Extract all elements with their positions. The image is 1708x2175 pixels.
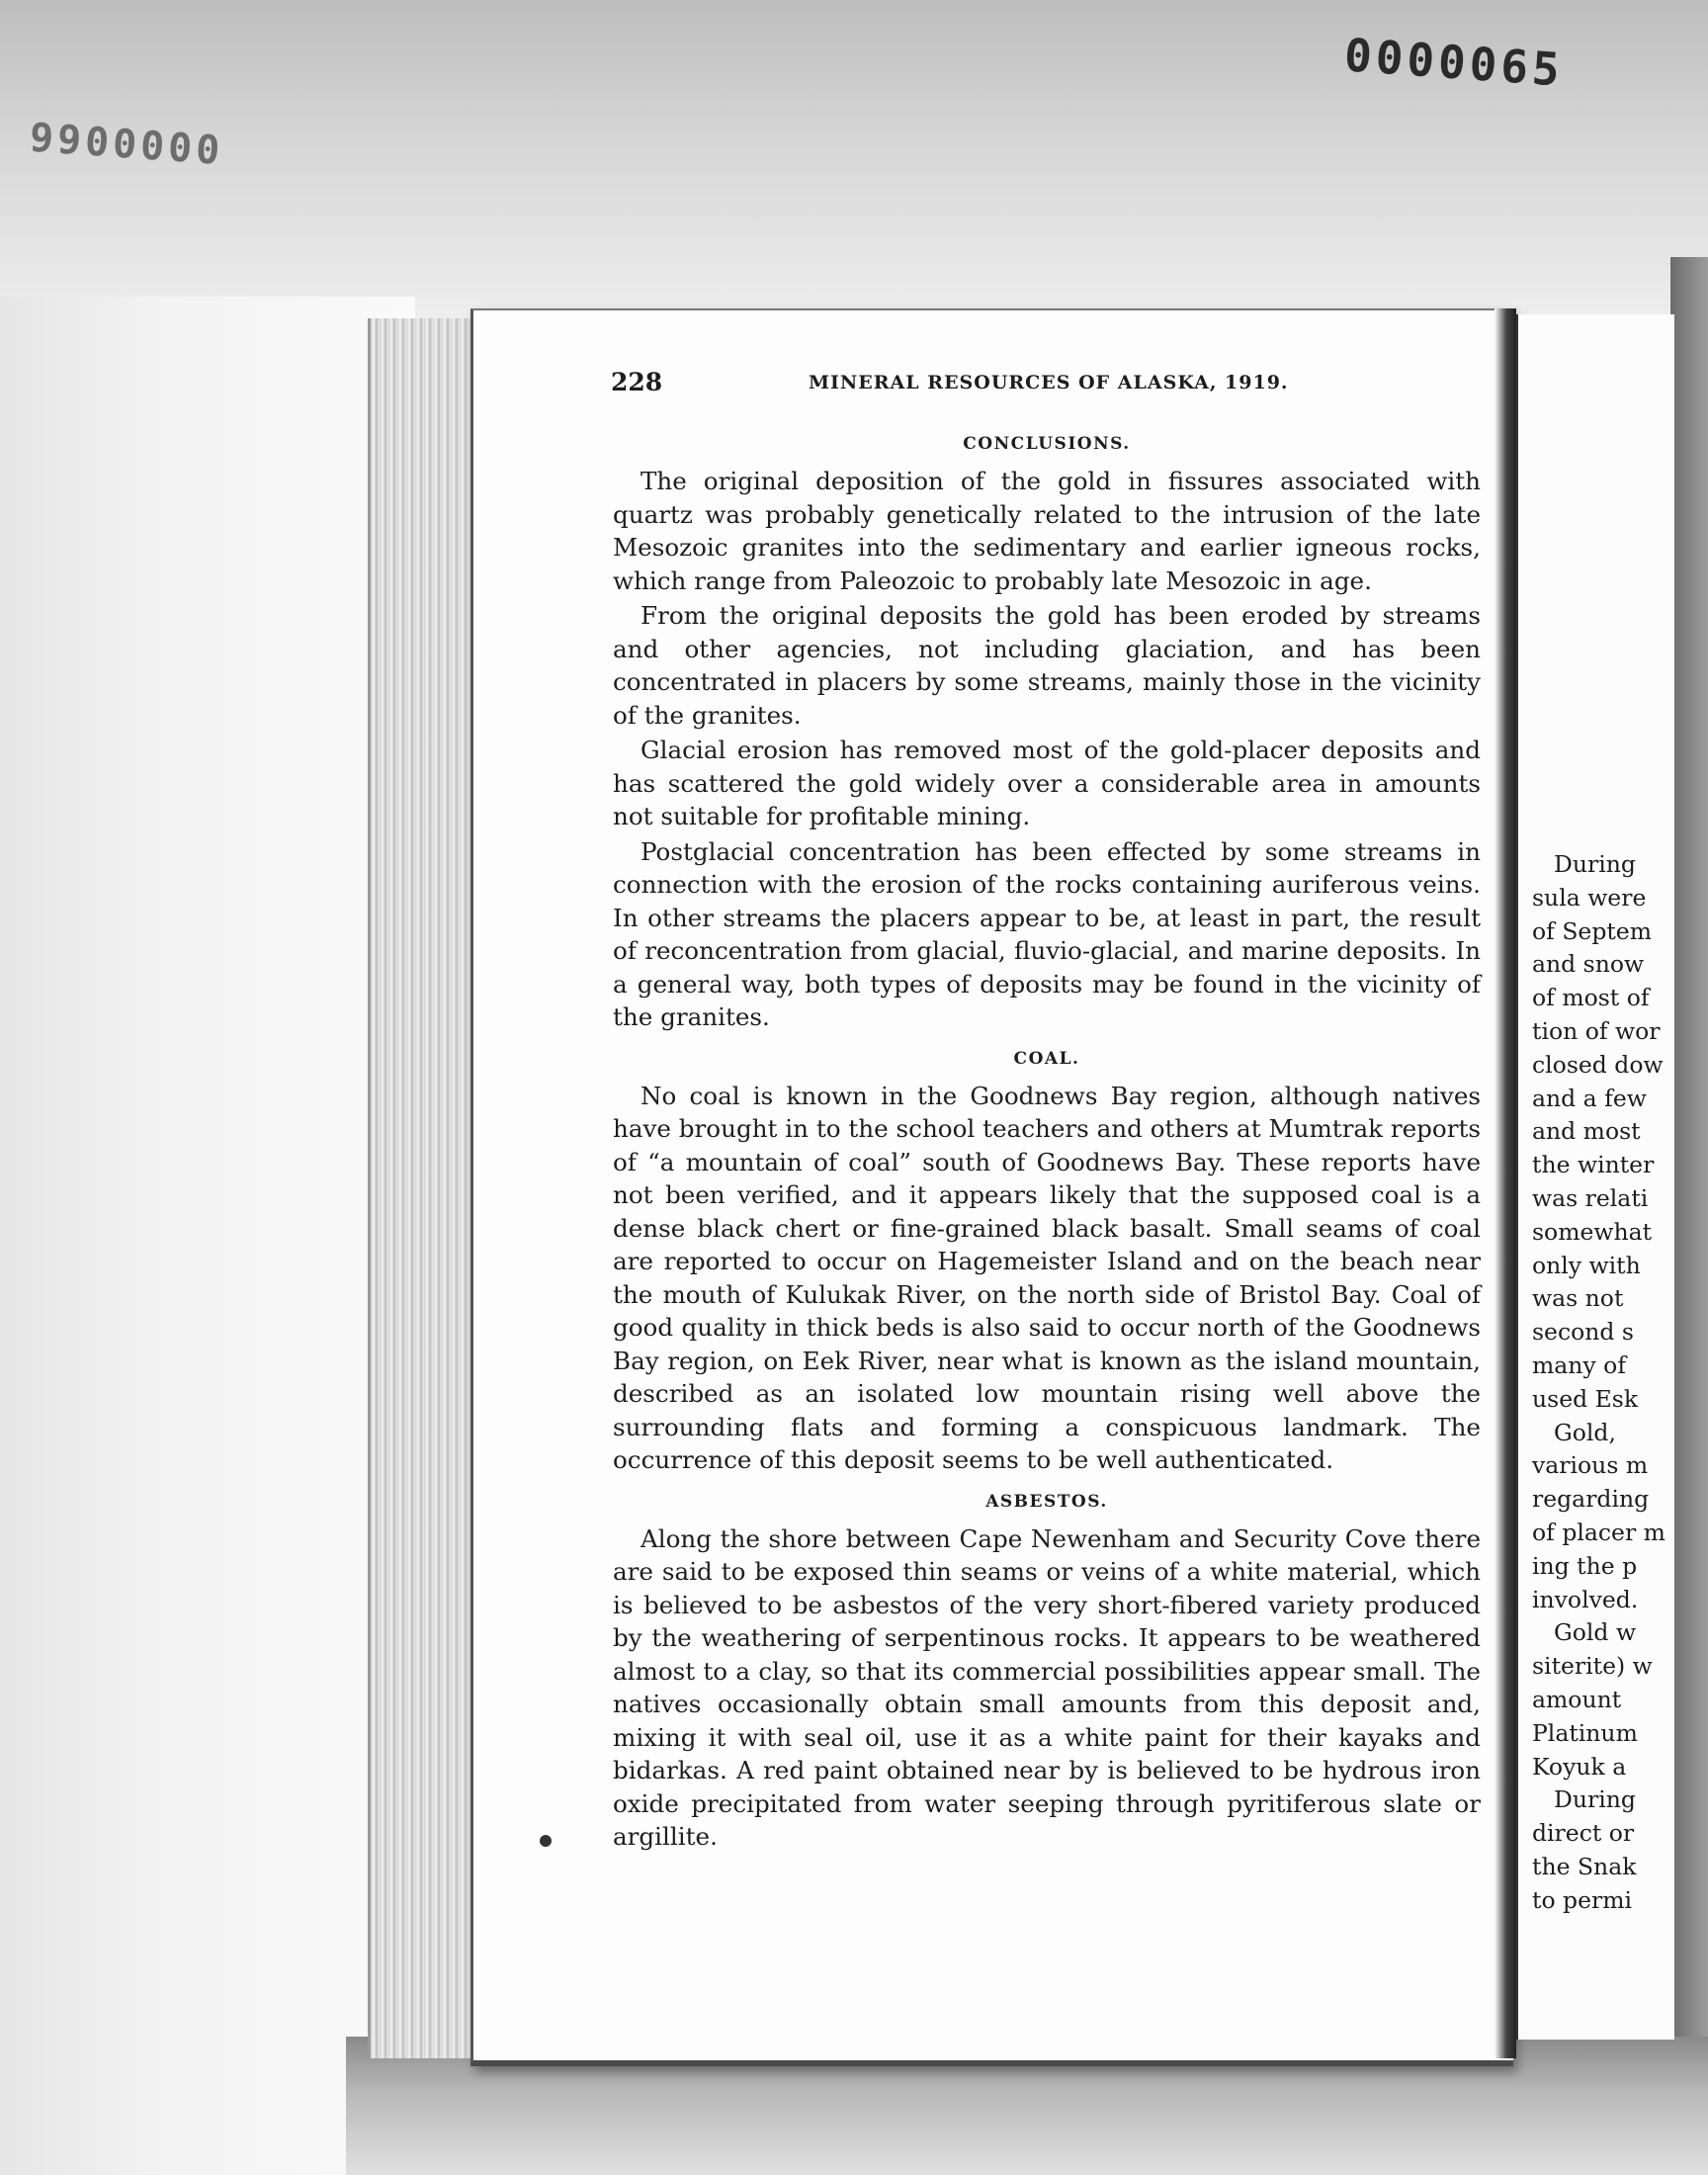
facing-page-line: of Septem xyxy=(1532,916,1652,945)
facing-page-line: Koyuk a xyxy=(1532,1752,1627,1781)
scan-speck xyxy=(540,1835,552,1847)
facing-page-line: only with xyxy=(1532,1251,1641,1279)
facing-page-line: During xyxy=(1554,1785,1636,1814)
section-heading: COAL. xyxy=(1013,1048,1080,1069)
section-heading: ASBESTOS. xyxy=(985,1491,1108,1512)
facing-page-line: tion of wor xyxy=(1532,1016,1661,1045)
paragraph: The original deposition of the gold in fissures associated with quartz was probably genetically related to the intrusion of the late Mesozoic granites into the sedimentary and earlier igneous rocks, which range from Paleozoic to probably late Mesozoic in age. xyxy=(613,467,1481,595)
section-conclusions xyxy=(613,433,1481,1034)
facing-page-line: involved. xyxy=(1532,1585,1639,1613)
paragraph: Postglacial concentration has been effected by some streams in connection with the erosion of the rocks containing auriferous veins. In other streams the placers appear to be, at least in part, the result of reconcentration from glacial, fluvio-glacial, and marine deposits. In a general way, both types of deposits may be found in the vicinity of the granites. xyxy=(613,836,1481,1031)
page-number: 228 xyxy=(611,368,663,396)
facing-page-line: Platinum xyxy=(1532,1718,1638,1747)
facing-page-line: of most of xyxy=(1532,984,1650,1012)
facing-page-line: regarding xyxy=(1532,1485,1650,1514)
paragraph: Glacial erosion has removed most of the gold-placer deposits and has scattered the gold widely over a considerable area in amounts not suitable for profitable mining. xyxy=(613,736,1481,830)
book-page-edges xyxy=(368,318,473,2058)
facing-page-line: siterite) w xyxy=(1532,1652,1653,1681)
facing-page-line: and most xyxy=(1532,1117,1641,1146)
paragraph: Along the shore between Cape Newenham and Security Cove there are said to be exposed thin seams or veins of a white material, which is believed to be asbestos of the very short-fibered variety produced by the weathering of serpentinous rocks. It appears to be weathered almost to a clay, so that its commercial possibilities appear small. The natives occasionally obtain small amounts from this deposit and, mixing it with seal oil, use it as a white paint for their kayaks and bidarkas. A red paint obtained near by is believed to be hydrous iron oxide precipitated from water seeping through pyritiferous slate or argillite. xyxy=(613,1523,1481,1851)
facing-page-line: direct or xyxy=(1532,1819,1635,1848)
facing-page-line: many of xyxy=(1532,1350,1627,1379)
section-asbestos xyxy=(613,1491,1481,1854)
facing-page-line: second s xyxy=(1532,1318,1634,1347)
page-body xyxy=(613,429,1481,1854)
facing-page-line: and a few xyxy=(1532,1084,1647,1112)
facing-page-line: amount xyxy=(1532,1685,1622,1713)
facing-page-line: During xyxy=(1554,850,1636,878)
document-stamp-number: 0000065 xyxy=(1342,28,1566,97)
facing-page-line: closed dow xyxy=(1532,1050,1664,1079)
facing-page-line: Gold, xyxy=(1554,1418,1616,1446)
scan-shadow-right xyxy=(1670,257,1708,2135)
facing-page-line: somewhat xyxy=(1532,1217,1653,1246)
facing-page-line: the winter xyxy=(1532,1151,1655,1179)
facing-page-line: Gold w xyxy=(1554,1618,1637,1647)
facing-page-line: sula were xyxy=(1532,883,1647,912)
facing-page-line: to permi xyxy=(1532,1885,1633,1914)
facing-page-line: and snow xyxy=(1532,950,1645,979)
paragraph: From the original deposits the gold has been eroded by streams and other agencies, not including glaciation, and has been concentrated in placers by some streams, mainly those in the vicinity of the granites. xyxy=(613,601,1481,730)
facing-page xyxy=(1516,314,1674,2040)
running-head: MINERAL RESOURCES OF ALASKA, 1919. xyxy=(809,372,1289,393)
facing-page-line: was not xyxy=(1532,1284,1624,1313)
scan-shadow-left xyxy=(0,297,415,2175)
facing-page-text xyxy=(1532,848,1674,1918)
page-header xyxy=(611,368,1301,407)
facing-page-line: various m xyxy=(1532,1451,1649,1480)
book-gutter xyxy=(1494,308,1516,2058)
facing-page-line: was relati xyxy=(1532,1183,1649,1212)
facing-page-line: the Snak xyxy=(1532,1852,1637,1880)
facing-page-line: used Esk xyxy=(1532,1384,1639,1413)
paragraph: No coal is known in the Goodnews Bay region, although natives have brought in to the school teachers and others at Mumtrak reports of “a mountain of coal” south of Goodnews Bay. These reports have not been verified, and it appears likely that the supposed coal is a dense black chert or fine-grained black basalt. Small seams of coal are reported to occur on Hagemeister Island and on the beach near the mouth of Kulukak River, on the north side of Bristol Bay. Coal of good quality in thick beds is also said to occur north of the Goodnews Bay region, on Eek River, near what is known as the island mountain, described as an isolated low mountain rising well above the surrounding flats and forming a conspicuous landmark. The occurrence of this deposit seems to be well authenticated. xyxy=(613,1081,1481,1474)
facing-page-line: of placer m xyxy=(1532,1518,1665,1546)
bleed-through-stamp-number: 0000066 xyxy=(24,112,221,171)
section-heading: CONCLUSIONS. xyxy=(963,434,1131,454)
section-coal xyxy=(613,1048,1481,1477)
facing-page-line: ing the p xyxy=(1532,1551,1638,1580)
